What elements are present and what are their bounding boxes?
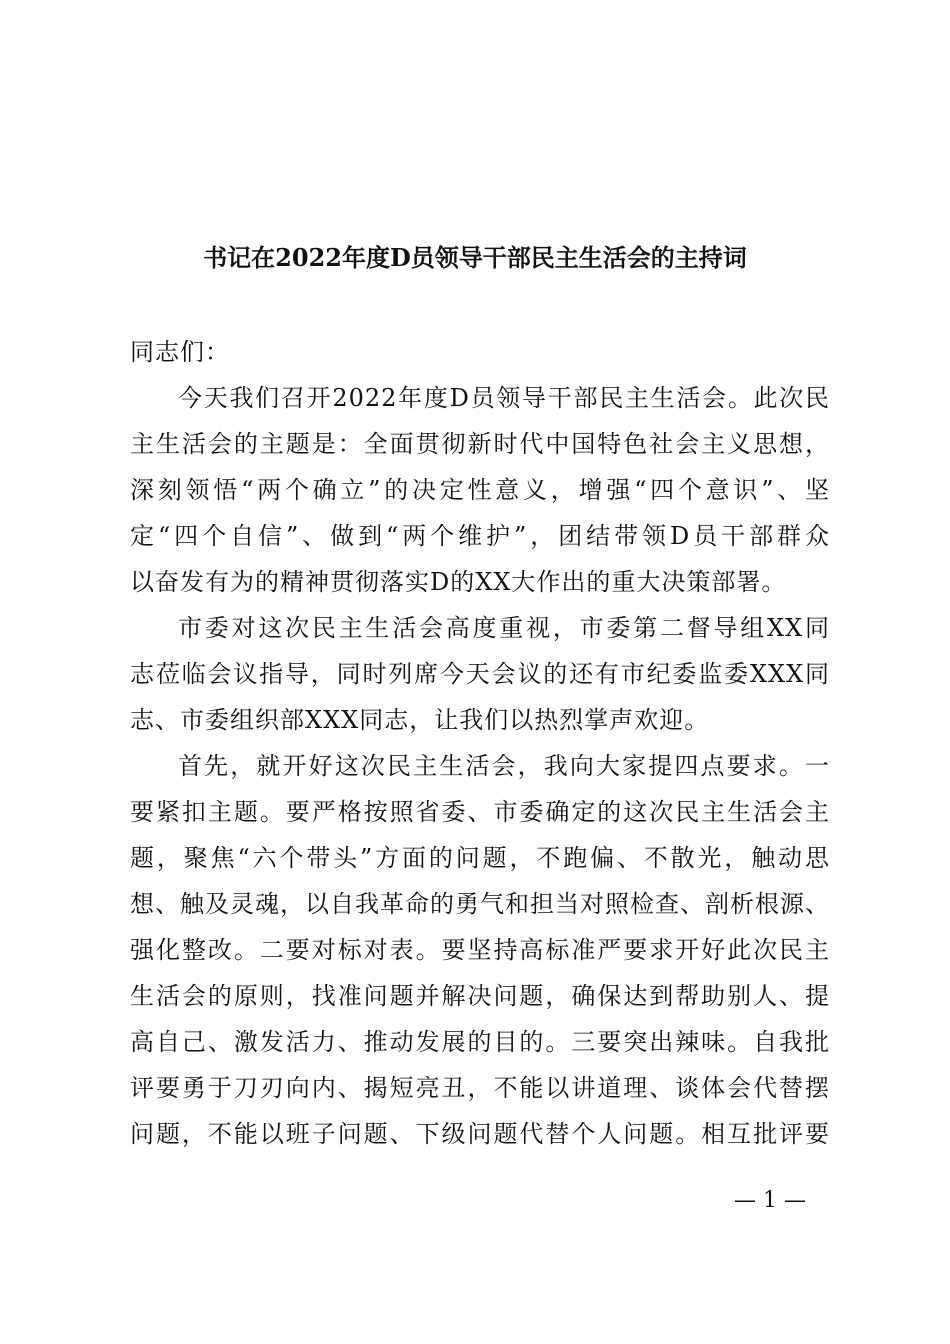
paragraph-3-line-5: 强化整改。二要对标对表。要坚持高标准严要求开好此次民主 bbox=[130, 936, 830, 964]
paragraph-2-line-2: 志莅临会议指导，同时列席今天会议的还有市纪委监委XXX同 bbox=[130, 660, 830, 688]
paragraph-3-line-4: 想、触及灵魂，以自我革命的勇气和担当对照检查、剖析根源、 bbox=[130, 890, 830, 918]
paragraph-3-line-2: 要紧扣主题。要严格按照省委、市委确定的这次民主生活会主 bbox=[130, 798, 830, 826]
salutation: 同志们： bbox=[130, 338, 230, 366]
paragraph-2-line-3: 志、市委组织部XXX同志，让我们以热烈掌声欢迎。 bbox=[130, 706, 710, 734]
paragraph-3-line-1: 首先，就开好这次民主生活会，我向大家提四点要求。一 bbox=[178, 752, 830, 780]
paragraph-2-line-1: 市委对这次民主生活会高度重视，市委第二督导组XX同 bbox=[178, 614, 830, 642]
paragraph-1-line-1: 今天我们召开2022年度D员领导干部民主生活会。此次民 bbox=[178, 384, 830, 412]
paragraph-3-line-7: 高自己、激发活力、推动发展的目的。三要突出辣味。自我批 bbox=[130, 1028, 830, 1056]
paragraph-3-line-3: 题，聚焦“六个带头”方面的问题，不跑偏、不散光，触动思 bbox=[130, 844, 830, 872]
paragraph-3-line-8: 评要勇于刀刃向内、揭短亮丑，不能以讲道理、谈体会代替摆 bbox=[130, 1074, 830, 1102]
paragraph-1-line-5: 以奋发有为的精神贯彻落实D的XX大作出的重大决策部署。 bbox=[130, 568, 787, 596]
page-number: — 1 — bbox=[734, 1188, 806, 1213]
paragraph-1-line-3: 深刻领悟“两个确立”的决定性意义，增强“四个意识”、坚 bbox=[130, 476, 830, 504]
paragraph-1-line-4: 定“四个自信”、做到“两个维护”，团结带领D员干部群众 bbox=[130, 522, 830, 550]
paragraph-1-line-2: 主生活会的主题是：全面贯彻新时代中国特色社会主义思想， bbox=[130, 430, 830, 458]
paragraph-3-line-9: 问题，不能以班子问题、下级问题代替个人问题。相互批评要 bbox=[130, 1120, 830, 1148]
paragraph-3-line-6: 生活会的原则，找准问题并解决问题，确保达到帮助别人、提 bbox=[130, 982, 830, 1010]
document-title: 书记在2022年度D员领导干部民主生活会的主持词 bbox=[203, 243, 747, 272]
